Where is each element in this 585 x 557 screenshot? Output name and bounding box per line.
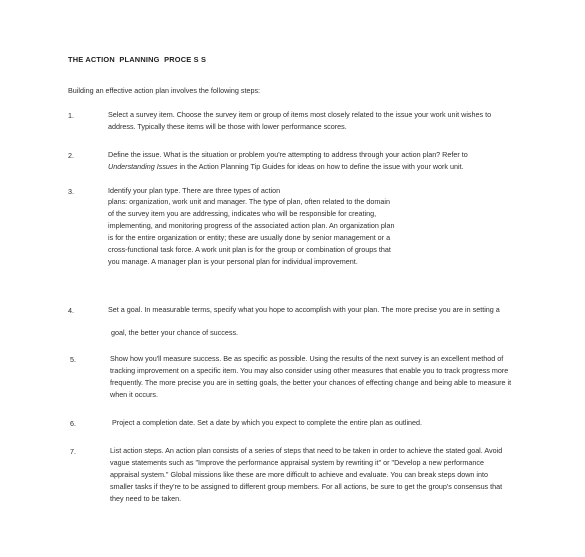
step-5-line: when it occurs. bbox=[110, 390, 158, 399]
step-7-number: 7. bbox=[70, 447, 76, 456]
step-7-line: List action steps. An action plan consists of a series of steps that need to be taken in order to achieve the stated goal. Avoid bbox=[110, 446, 503, 455]
step-3-line: plans: organization, work unit and manager. The type of plan, often related to the domain bbox=[108, 197, 390, 206]
step-1-line: address. Typically these items will be those with lower performance scores. bbox=[108, 122, 347, 131]
italic-phrase: Understanding Issues bbox=[108, 162, 178, 171]
step-5-number: 5. bbox=[70, 355, 76, 364]
step-6-number: 6. bbox=[70, 419, 76, 428]
step-7-line: appraisal system." Global missions like these are more difficult to achieve and evaluate. You can break steps down into bbox=[110, 470, 488, 479]
document-title: THE ACTION PLANNING PROCE S S bbox=[68, 55, 207, 64]
step-1-line: Select a survey item. Choose the survey item or group of items most closely related to the issue your work unit wishes to bbox=[108, 110, 492, 119]
step-3-line: you manage. A manager plan is your personal plan for individual improvement. bbox=[108, 257, 358, 266]
step-2-line-rest: in the Action Planning Tip Guides for ideas on how to define the issue with your work unit. bbox=[179, 162, 464, 171]
step-4-line: Set a goal. In measurable terms, specify what you hope to accomplish with your plan. The more precise you are in setting a bbox=[108, 305, 500, 314]
step-2-line: Define the issue. What is the situation or problem you're attempting to address through your action plan? Refer to bbox=[108, 150, 468, 159]
step-4-number: 4. bbox=[68, 306, 74, 315]
step-1-number: 1. bbox=[68, 111, 74, 120]
step-4-line: goal, the better your chance of success. bbox=[111, 328, 239, 337]
step-2-line bbox=[108, 162, 464, 171]
step-2-number: 2. bbox=[68, 151, 74, 160]
step-3-line: is for the entire organization or entity; these are usually done by senior management or a bbox=[108, 233, 391, 242]
step-3-line: Identify your plan type. There are three types of action bbox=[108, 186, 281, 195]
step-5-line: frequently. The more precise you are in setting goals, the better your chances of effecting change and being able to measure it bbox=[110, 378, 512, 387]
intro-text: Building an effective action plan involves the following steps: bbox=[68, 86, 261, 95]
step-3-number: 3. bbox=[68, 187, 74, 196]
step-6-line: Project a completion date. Set a date by which you expect to complete the entire plan as outlined. bbox=[112, 418, 423, 427]
step-7-line: they need to be taken. bbox=[110, 494, 182, 503]
step-5-line: tracking improvement on a specific item. You may also consider using other measures that enable you to track progress more bbox=[110, 366, 509, 375]
step-3-line: of the survey item you are addressing, indicates who will be responsible for creating, bbox=[108, 209, 377, 218]
step-3-line: implementing, and monitoring progress of the associated action plan. An organization plan bbox=[108, 221, 395, 230]
step-5-line: Show how you'll measure success. Be as specific as possible. Using the results of the next survey is an excellent method of bbox=[110, 354, 504, 363]
step-7-line: vague statements such as "Improve the performance appraisal system by rewriting it" or "Develop a new performance bbox=[110, 458, 484, 467]
step-7-line: smaller tasks if they're to be assigned to different group members. For all actions, be sure to get the group's consensus that bbox=[110, 482, 503, 491]
step-3-line: cross-functional task force. A work unit plan is for the group or combination of groups that bbox=[108, 245, 391, 254]
